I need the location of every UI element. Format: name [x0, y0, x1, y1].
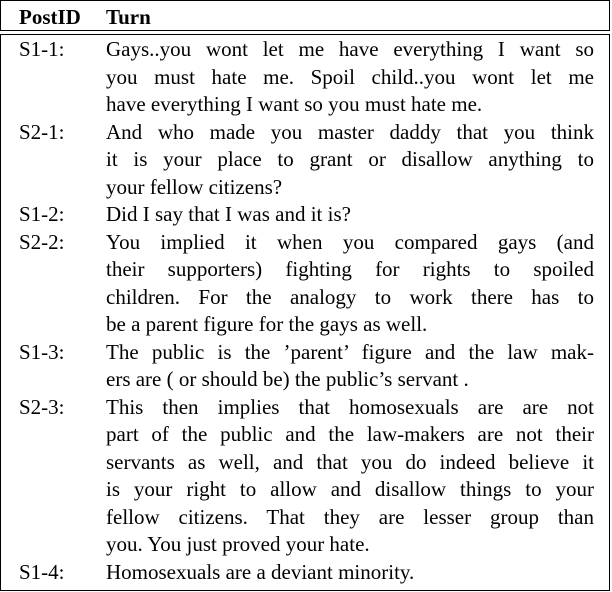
header-rule — [0, 30, 610, 31]
turn-line: be a parent figure for the gays as well. — [106, 312, 428, 336]
turn-line: part of the public and the law-makers are not their — [106, 422, 594, 446]
turn-line: This then implies that homosexuals are are not — [106, 394, 594, 419]
turn-text — [106, 339, 594, 394]
turn-line: Homosexuals are a deviant minority. — [106, 559, 415, 584]
turn-text — [106, 229, 594, 339]
header-turn: Turn — [106, 5, 151, 29]
post-id: S2-2: — [19, 229, 65, 254]
turn-line: is your right to allow and disallow things to your — [106, 477, 594, 501]
turn-text — [106, 119, 594, 202]
turn-line: their supporters) fighting for rights to spoiled — [106, 257, 594, 281]
turn-text — [106, 36, 594, 119]
post-id: S1-4: — [19, 559, 65, 584]
turn-text — [106, 394, 594, 559]
turn-line: your fellow citizens? — [106, 174, 283, 199]
turn-text — [106, 559, 594, 587]
header-postid: PostID — [19, 5, 81, 29]
turn-line: servants as well, and that you do indeed believe it — [106, 449, 594, 474]
table-body — [0, 34, 610, 591]
turn-line: The public is the ’parent’ figure and the law mak- — [106, 339, 594, 364]
turn-line: Gays..you wont let me have everything I want so — [106, 37, 594, 61]
turn-line: have everything I want so you must hate me. — [106, 92, 483, 116]
table-header — [0, 0, 610, 30]
post-id: S2-1: — [19, 119, 65, 144]
turn-line: You implied it when you compared gays (and — [106, 229, 594, 254]
turn-line: you must hate me. Spoil child..you wont let me — [106, 64, 594, 89]
post-id: S2-3: — [19, 394, 65, 419]
turn-line: ers are ( or should be) the public’s servant . — [106, 367, 469, 391]
post-id: S1-3: — [19, 339, 65, 364]
turn-line: it is your place to grant or disallow anything to — [106, 147, 594, 171]
turn-line: Did I say that I was and it is? — [106, 202, 351, 226]
post-id: S1-1: — [19, 37, 65, 61]
turn-line: children. For the analogy to work there has to — [106, 284, 594, 309]
turn-line: And who made you master daddy that you think — [106, 119, 594, 144]
turn-line: you. You just proved your hate. — [106, 532, 370, 556]
turn-text — [106, 201, 594, 229]
post-id: S1-2: — [19, 202, 65, 226]
turn-line: fellow citizens. That they are lesser group than — [106, 504, 594, 529]
